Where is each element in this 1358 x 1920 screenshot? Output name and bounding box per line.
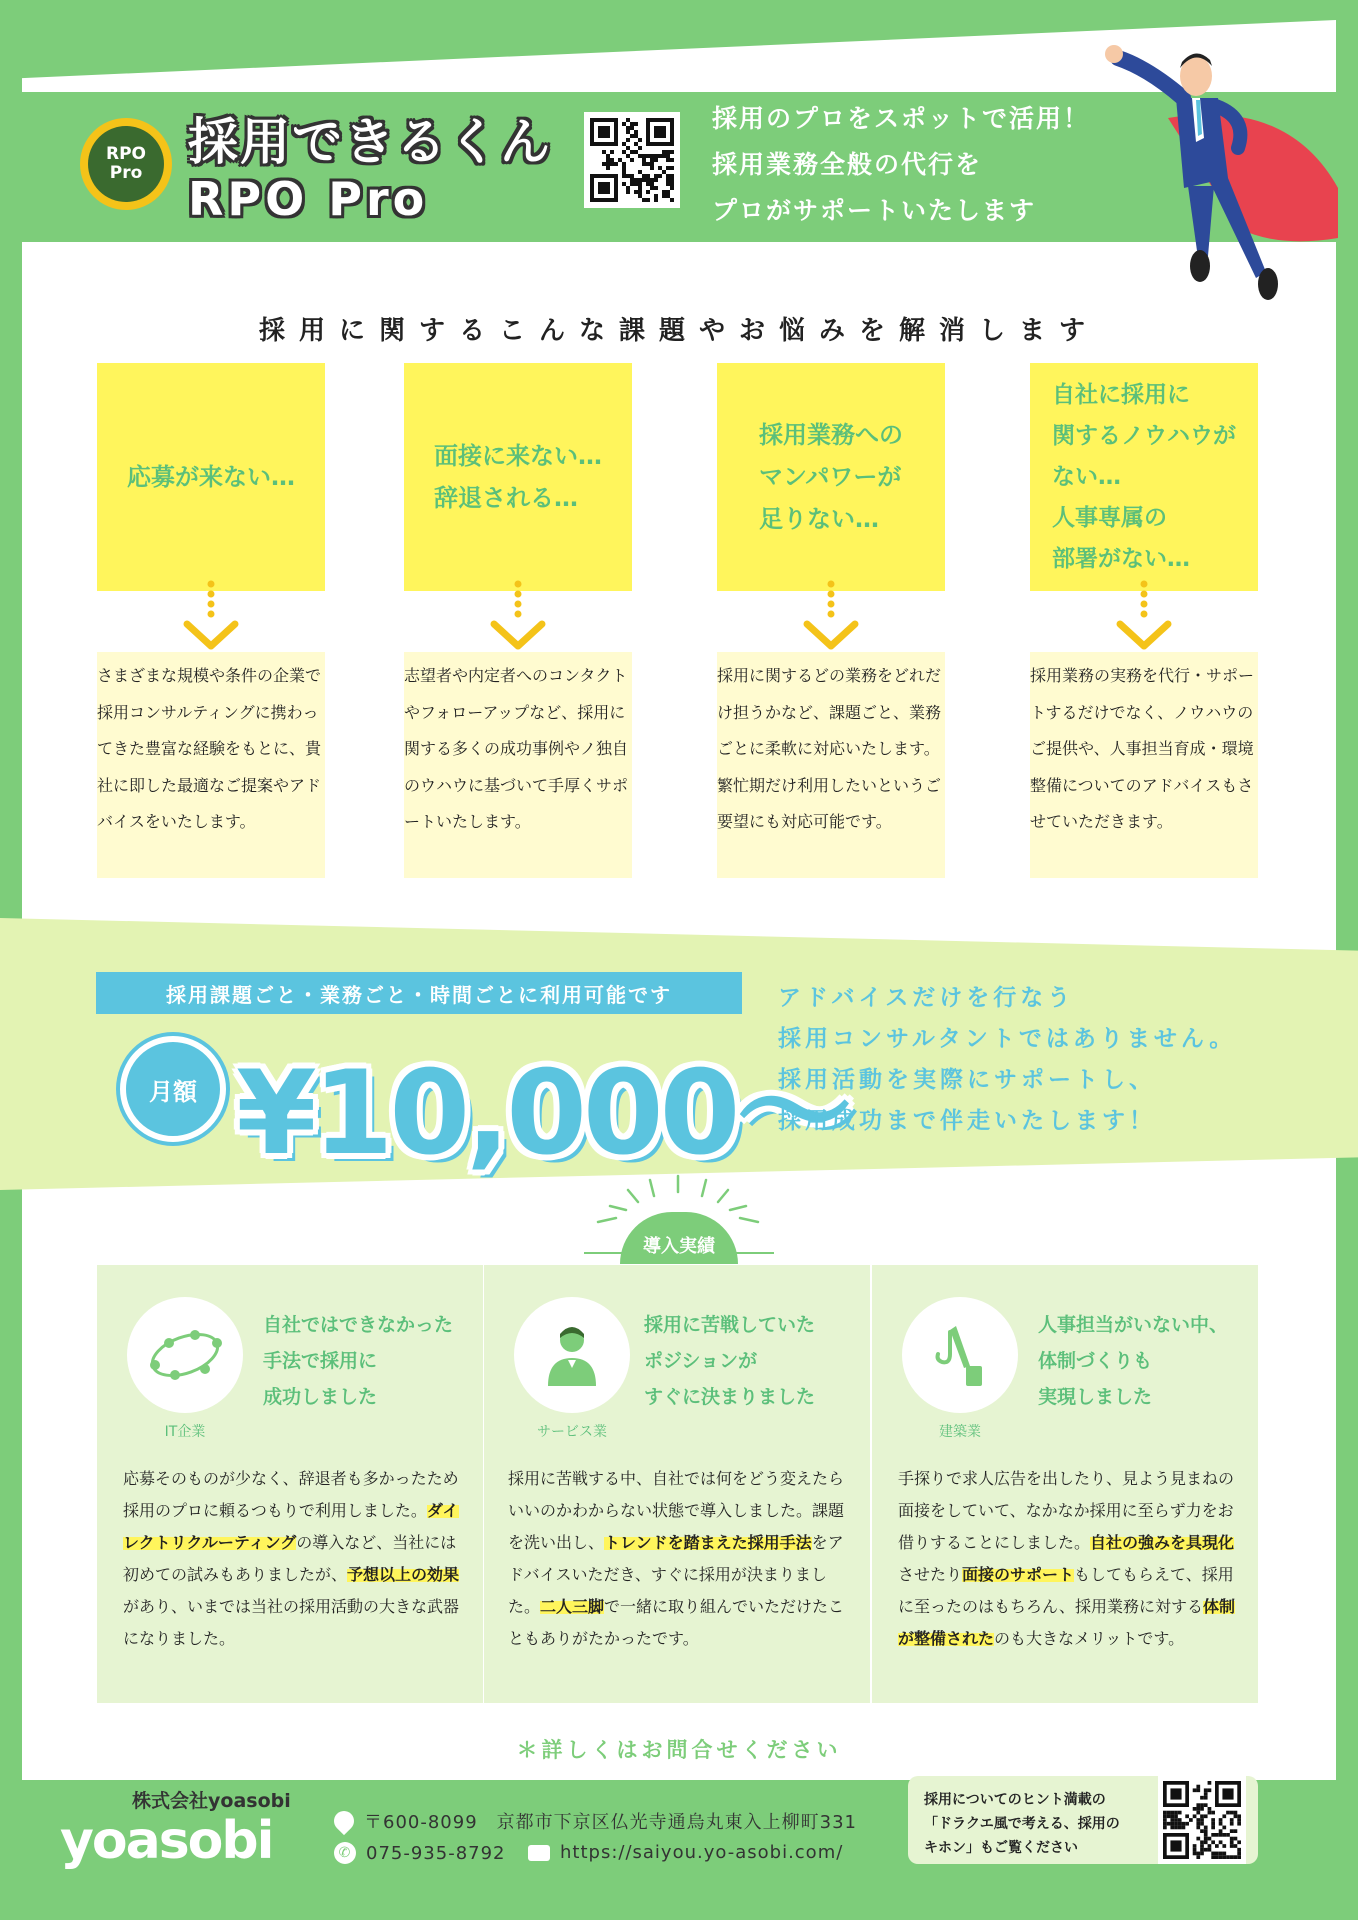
logo-line-1: RPO [105, 144, 146, 164]
address-text: 〒600-8099 京都市下京区仏光寺通烏丸東入上柳町331 [364, 1812, 858, 1833]
highlight-text: 自社の強みを具現化 [1090, 1533, 1235, 1552]
case-headline: 自社ではできなかった 手法で採用に 成功しました [263, 1314, 454, 1408]
body-text: で一緒に取り組んでいただけたこともありがたかったです。 [508, 1597, 845, 1648]
body-text: の導入など、当社には初めての試みもありましたが、 [123, 1533, 457, 1584]
product-subtitle: RPO Pro [188, 172, 429, 226]
body-text: があり、いまでは当社の採用活動の大きな武器になりました。 [123, 1597, 460, 1648]
down-arrow-icon [801, 580, 861, 658]
contact-note: ＊詳しくはお問合せください [516, 1738, 842, 1762]
logo-line-2: Pro [109, 163, 143, 183]
issue-card-1 [97, 363, 325, 591]
down-arrow-icon [181, 580, 241, 658]
solution-text-1: さまざまな規模や条件の企業で採用コンサルティングに携わってきた豊富な経験をもとに、貴社に即した最適なご提案やアドバイスをいたします。 [97, 652, 325, 878]
brand-text: yoasobi [60, 1812, 273, 1871]
highlight-text: 予想以上の効果 [347, 1565, 460, 1584]
highlight-text: トレンドを踏まえた採用手法 [604, 1533, 812, 1552]
hint-box: 採用についてのヒント満載の 「ドラクエ風で考える、採用の キホン」もご覧ください [908, 1776, 1258, 1864]
crane-hook-icon [902, 1297, 1018, 1413]
case-body [898, 1463, 1238, 1655]
highlight-text: 面接のサポート [962, 1565, 1075, 1584]
solution-text-3: 採用に関するどの業務をどれだけ担うかなど、課題ごと、業務ごとに柔軟に対応いたします。繁忙期だけ利用したいというご要望にも対応可能です。 [717, 652, 945, 878]
body-text: もしてもらえて、採用に至ったのはもちろん、採用業務に対する [898, 1565, 1234, 1616]
results-divider-left [584, 1252, 624, 1254]
person-icon [514, 1297, 630, 1413]
body-text: 採用に苦戦する中、自社では何をどう変えたらいいのかわからない状態で導入しました。課題を洗い出し、 [508, 1469, 845, 1552]
footer-qr-code[interactable] [1158, 1776, 1246, 1864]
issue-text: 面接に来ない… 辞退される… [434, 442, 602, 512]
superhero-businessman-illustration [1088, 38, 1338, 338]
body-text: のも大きなメリットです。 [994, 1629, 1185, 1648]
header-qr-code[interactable] [584, 112, 680, 208]
pricing-copy-line-1: アドバイスだけを行なう [778, 985, 1075, 1011]
results-divider-right [734, 1252, 774, 1254]
header-copy [712, 96, 1090, 234]
solution-text-2: 志望者や内定者へのコンタクトやフォローアップなど、採用に関する多くの成功事例やノ独自のウハウに基づいて手厚くサポートいたします。 [404, 652, 632, 878]
pricing-copy-line-4: 採用成功まで伴走いたします！ [778, 1108, 1156, 1134]
case-card-1 [97, 1265, 483, 1703]
pricing-copy [778, 978, 1236, 1142]
phone-icon: ✆ [334, 1842, 356, 1864]
body-text: 手探りで求人広告を出したり、見よう見まねの面接をしていて、なかなか採用に至らず力をお借りすることにしました。 [898, 1469, 1235, 1552]
issues-section-title: 採用に関するこんな課題やお悩みを解消します [258, 316, 1099, 346]
down-arrow-icon [1114, 580, 1174, 658]
case-headline: 人事担当がいない中、 体制づくりも 実現しました [1038, 1314, 1229, 1408]
network-ring-icon [127, 1297, 243, 1413]
case-body [123, 1463, 463, 1655]
case-headline: 採用に苦戦していた ポジションが すぐに決まりました [644, 1314, 816, 1408]
solution-text-4: 採用業務の実務を代行・サポートするだけでなく、ノウハウのご提供や、人事担当育成・環境整備についてのアドバイスもさせていただきます。 [1030, 652, 1258, 878]
case-industry: 建築業 [939, 1424, 981, 1440]
issue-text: 自社に採用に 関するノウハウが ない… 人事専属の 部署がない… [1052, 381, 1236, 572]
yoasobi-logo [56, 1812, 302, 1872]
phone-row[interactable] [334, 1842, 506, 1864]
product-title: 採用できるくん [188, 113, 552, 171]
pricing-label: 採用課題ごと・業務ごと・時間ごとに利用可能です [96, 972, 742, 1014]
case-card-3 [872, 1265, 1258, 1703]
website-link[interactable]: https://saiyou.yo-asobi.com/ [560, 1842, 844, 1863]
issue-text: 採用業務への マンパワーが 足りない… [759, 421, 903, 533]
header-copy-line-2: 採用業務全般の代行を [712, 150, 983, 179]
monthly-badge: 月額 [120, 1036, 226, 1142]
pricing-copy-line-2: 採用コンサルタントではありません。 [778, 1026, 1237, 1052]
issue-card-2 [404, 363, 632, 591]
rpo-pro-logo [80, 118, 172, 210]
case-industry: サービス業 [537, 1424, 607, 1440]
address-row [334, 1808, 857, 1834]
results-badge: 導入実績 [620, 1212, 738, 1264]
highlight-text: ダイレクトリクルーティング [123, 1501, 459, 1552]
body-text: 応募そのものが少なく、辞退者も多かったため採用のプロに頼るつもりで利用しました。 [123, 1469, 459, 1520]
case-body [508, 1463, 848, 1655]
issue-card-3 [717, 363, 945, 591]
case-industry: IT企業 [164, 1424, 206, 1440]
issue-text: 応募が来ない… [127, 463, 295, 491]
website-row[interactable] [528, 1842, 843, 1863]
monthly-price: ¥10,000～ [236, 1046, 849, 1181]
company-name: 株式会社yoasobi [132, 1790, 291, 1812]
phone-text[interactable]: 075-935-8792 [366, 1842, 506, 1864]
monitor-icon [528, 1845, 550, 1861]
location-pin-icon [330, 1807, 358, 1835]
header-copy-line-3: プロがサポートいたします [712, 196, 1037, 225]
issue-card-4 [1030, 363, 1258, 591]
pricing-copy-line-3: 採用活動を実際にサポートし、 [778, 1067, 1156, 1093]
highlight-text: 二人三脚 [540, 1597, 605, 1616]
body-text: させたり [898, 1565, 963, 1584]
case-card-2 [484, 1265, 870, 1703]
down-arrow-icon [488, 580, 548, 658]
body-text: をアドバイスいただき、すぐに採用が決まりました。 [508, 1533, 844, 1616]
highlight-text: 体制が整備された [898, 1597, 1235, 1648]
header-copy-line-1: 採用のプロをスポットで活用！ [712, 104, 1091, 133]
